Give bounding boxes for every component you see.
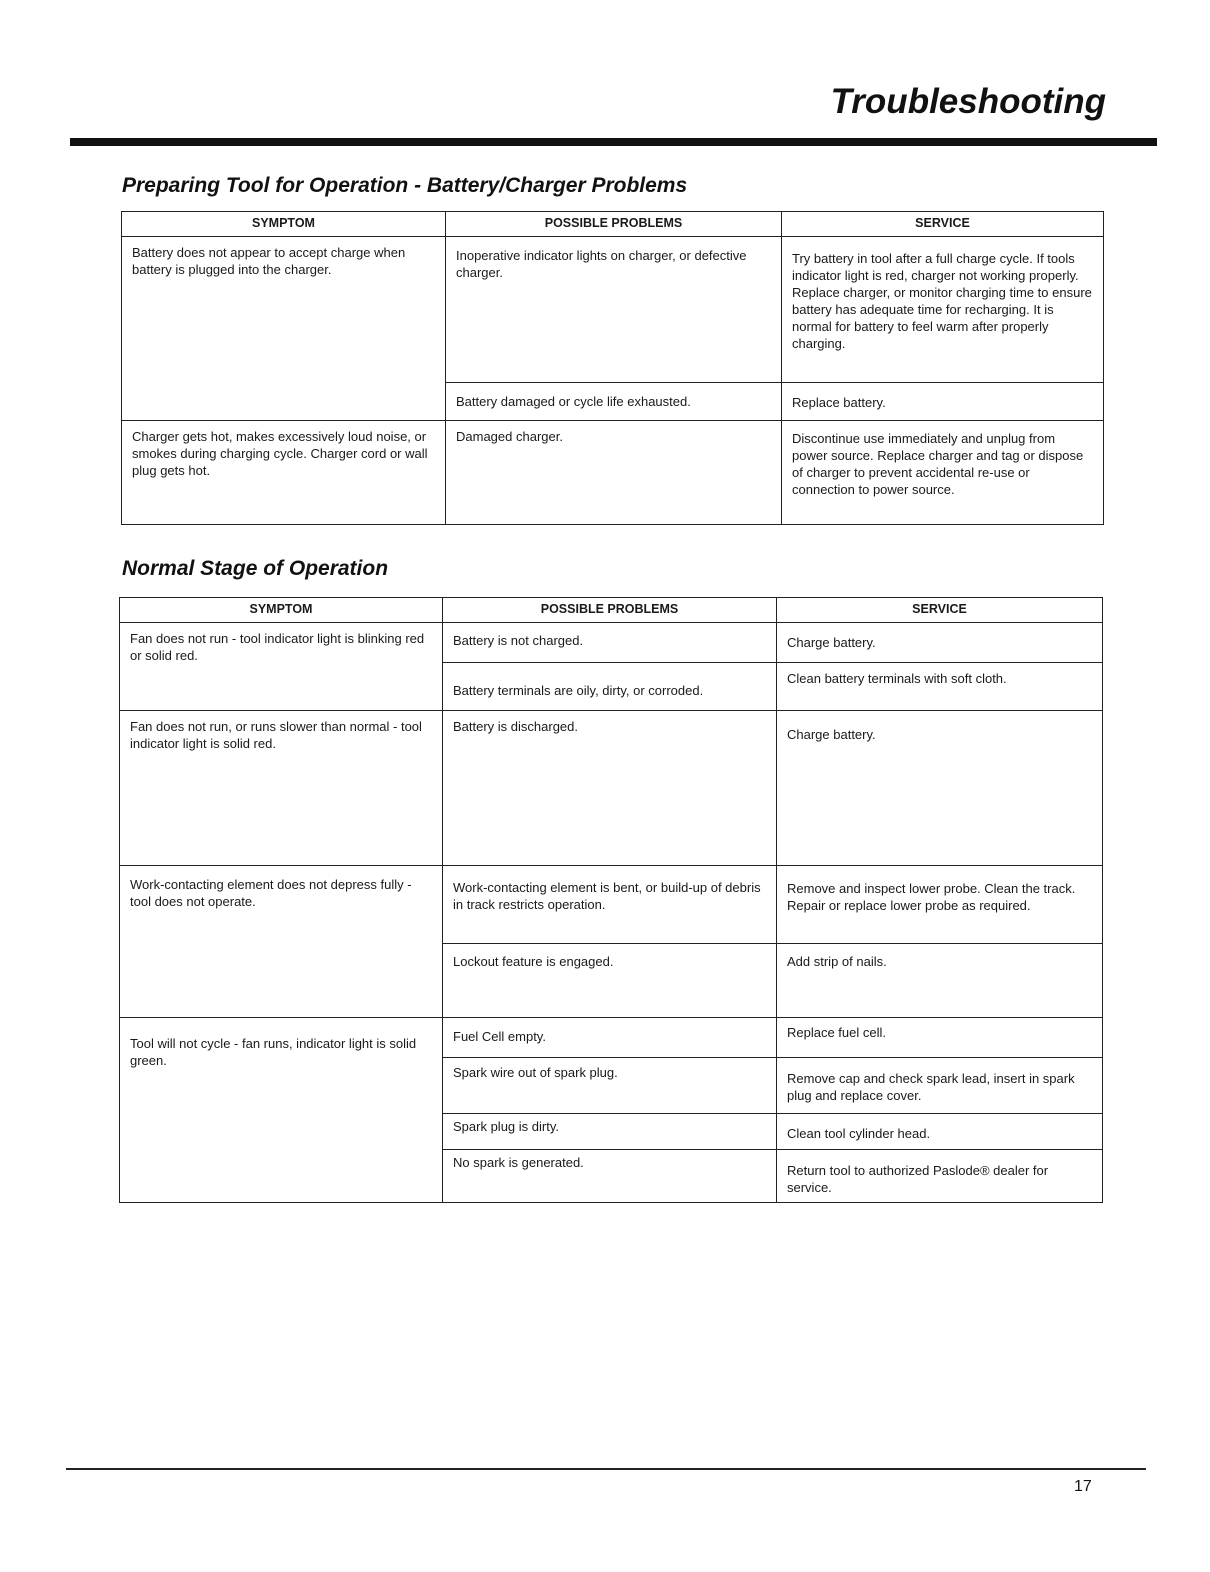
footer-rule — [66, 1468, 1146, 1470]
table-row — [120, 711, 1103, 866]
section-heading-battery-charger: Preparing Tool for Operation - Battery/Charger Problems — [122, 174, 688, 197]
problem-cell: Battery is discharged. — [443, 711, 777, 866]
header-symptom: SYMPTOM — [120, 598, 443, 623]
table-row — [120, 623, 1103, 663]
problem-cell: Inoperative indicator lights on charger, or defective charger. — [446, 237, 782, 383]
header-possible-problems: POSSIBLE PROBLEMS — [443, 598, 777, 623]
header-possible-problems: POSSIBLE PROBLEMS — [446, 212, 782, 237]
problem-cell: Damaged charger. — [446, 421, 782, 525]
service-cell: Replace battery. — [782, 383, 1104, 421]
header-service: SERVICE — [782, 212, 1104, 237]
service-cell: Try battery in tool after a full charge cycle. If tools indicator light is red, charger not working properly. Replace charger, or monitor charging time to ensure battery has adequate time for recharging. It is normal for battery to feel warm after properly charging. — [782, 237, 1104, 383]
problem-cell: Battery is not charged. — [443, 623, 777, 663]
table-row — [120, 866, 1103, 944]
service-cell: Remove and inspect lower probe. Clean the track. Repair or replace lower probe as required. — [777, 866, 1103, 944]
problem-cell: Lockout feature is engaged. — [443, 944, 777, 1018]
symptom-cell: Work-contacting element does not depress fully - tool does not operate. — [120, 866, 443, 1018]
page-title: Troubleshooting — [830, 82, 1106, 121]
symptom-cell: Tool will not cycle - fan runs, indicator light is solid green. — [120, 1018, 443, 1203]
table-row — [122, 237, 1104, 383]
table-header-row — [122, 212, 1104, 237]
service-cell: Clean tool cylinder head. — [777, 1114, 1103, 1150]
title-rule — [70, 138, 1157, 146]
battery-charger-table — [121, 211, 1104, 525]
service-cell: Add strip of nails. — [777, 944, 1103, 1018]
problem-cell: Spark wire out of spark plug. — [443, 1058, 777, 1114]
symptom-cell: Fan does not run - tool indicator light is blinking red or solid red. — [120, 623, 443, 711]
symptom-cell: Fan does not run, or runs slower than normal - tool indicator light is solid red. — [120, 711, 443, 866]
problem-cell: Spark plug is dirty. — [443, 1114, 777, 1150]
service-cell: Charge battery. — [777, 711, 1103, 866]
header-service: SERVICE — [777, 598, 1103, 623]
table-header-row — [120, 598, 1103, 623]
problem-cell: Fuel Cell empty. — [443, 1018, 777, 1058]
service-cell: Discontinue use immediately and unplug from power source. Replace charger and tag or dispose of charger to prevent accidental re-use or connection to power source. — [782, 421, 1104, 525]
service-cell: Return tool to authorized Paslode® dealer for service. — [777, 1150, 1103, 1203]
service-cell: Charge battery. — [777, 623, 1103, 663]
service-cell: Remove cap and check spark lead, insert in spark plug and replace cover. — [777, 1058, 1103, 1114]
service-cell: Replace fuel cell. — [777, 1018, 1103, 1058]
normal-operation-table — [119, 597, 1103, 1203]
service-cell: Clean battery terminals with soft cloth. — [777, 663, 1103, 711]
section-heading-normal-operation: Normal Stage of Operation — [122, 557, 389, 580]
symptom-cell: Charger gets hot, makes excessively loud noise, or smokes during charging cycle. Charger cord or wall plug gets hot. — [122, 421, 446, 525]
problem-cell: No spark is generated. — [443, 1150, 777, 1203]
header-symptom: SYMPTOM — [122, 212, 446, 237]
table-row — [122, 421, 1104, 525]
table-row — [120, 1018, 1103, 1058]
problem-cell: Work-contacting element is bent, or build-up of debris in track restricts operation. — [443, 866, 777, 944]
problem-cell: Battery terminals are oily, dirty, or corroded. — [443, 663, 777, 711]
problem-cell: Battery damaged or cycle life exhausted. — [446, 383, 782, 421]
symptom-cell: Battery does not appear to accept charge when battery is plugged into the charger. — [122, 237, 446, 421]
page-number: 17 — [1074, 1478, 1092, 1495]
